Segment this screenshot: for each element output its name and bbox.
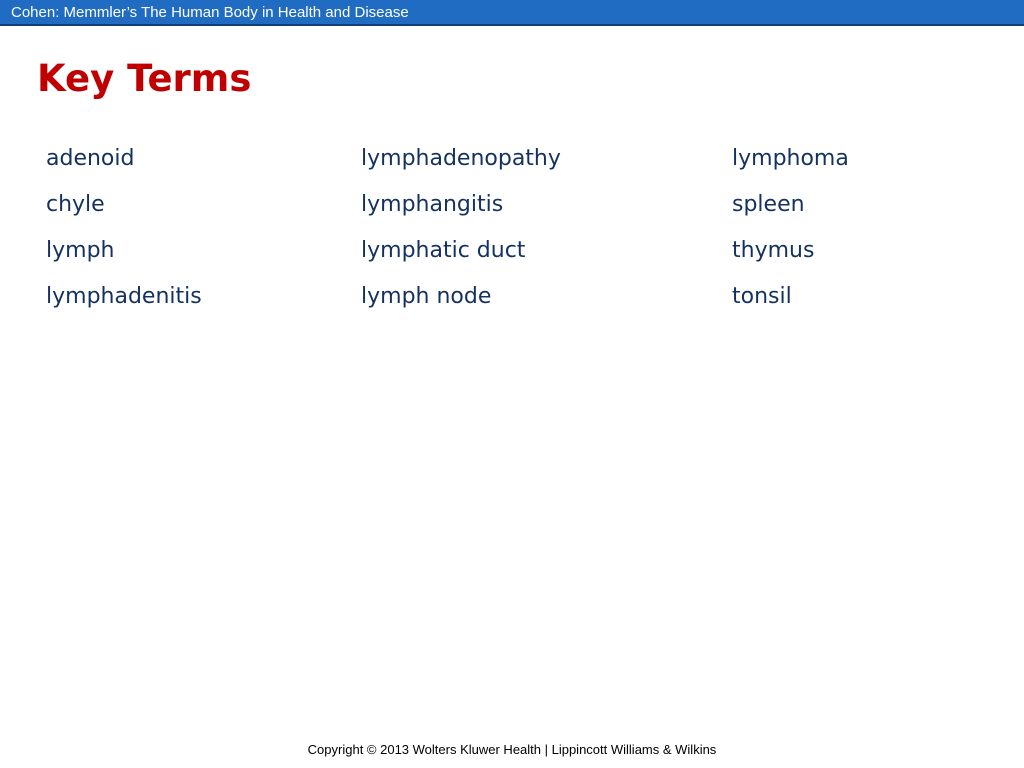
book-title: Cohen: Memmler’s The Human Body in Health and Disease <box>11 4 409 21</box>
term-tonsil: tonsil <box>732 284 792 309</box>
term-row <box>46 232 1006 278</box>
term-lymph: lymph <box>46 238 115 263</box>
term-lymph-node: lymph node <box>361 284 492 309</box>
term-row <box>46 186 1006 232</box>
term-lymphadenopathy: lymphadenopathy <box>361 146 561 171</box>
term-chyle: chyle <box>46 192 105 217</box>
term-lymphoma: lymphoma <box>732 146 849 171</box>
header-bar <box>0 0 1024 26</box>
key-terms-list <box>46 140 1006 324</box>
term-row <box>46 278 1006 324</box>
term-spleen: spleen <box>732 192 805 217</box>
term-adenoid: adenoid <box>46 146 135 171</box>
slide-title: Key Terms <box>37 57 252 100</box>
term-row <box>46 140 1006 186</box>
term-lymphangitis: lymphangitis <box>361 192 504 217</box>
copyright-notice: Copyright © 2013 Wolters Kluwer Health | Lippincott Williams & Wilkins <box>307 742 717 757</box>
term-lymphatic-duct: lymphatic duct <box>361 238 526 263</box>
term-thymus: thymus <box>732 238 815 263</box>
term-lymphadenitis: lymphadenitis <box>46 284 202 309</box>
footer <box>0 742 1024 758</box>
